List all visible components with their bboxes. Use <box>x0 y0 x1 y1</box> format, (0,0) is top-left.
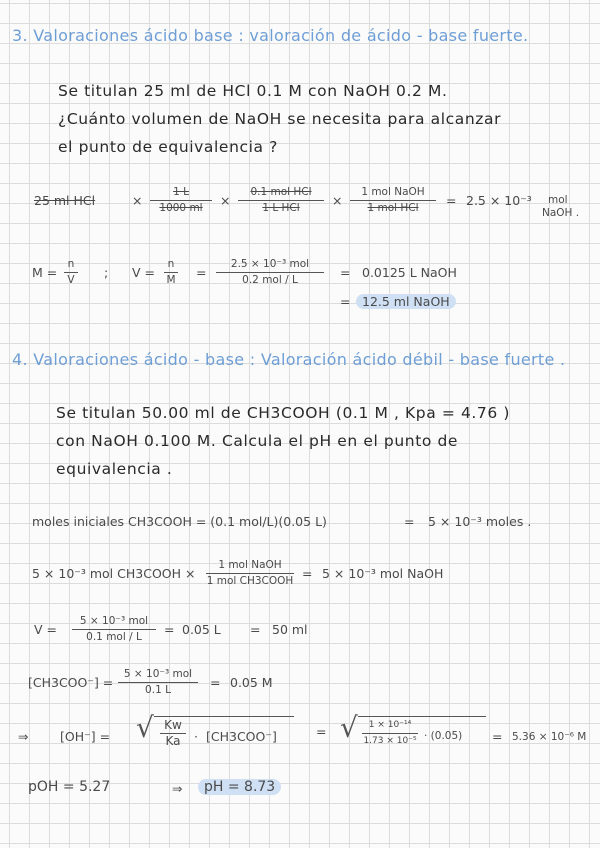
naoh-volume-equals-2: = <box>250 622 261 637</box>
naoh-volume-fraction: 5 × 10⁻³ mol 0.1 mol / L <box>72 615 156 644</box>
naoh-volume-lhs: V = <box>34 622 57 637</box>
hydroxide-lhs: [OH⁻] = <box>60 729 111 744</box>
conv-start: 25 ml HCl <box>34 193 96 208</box>
numeric-tail: · (0.05) <box>424 730 463 742</box>
molarity-lhs: M = <box>32 265 58 280</box>
problem-4-line-2: con NaOH 0.100 M. Calcula el pH en el punto de <box>56 432 459 450</box>
ph-arrow: ⇒ <box>172 781 183 796</box>
initial-moles-expression: moles iniciales CH3COOH = (0.1 mol/L)(0.05 L) <box>32 514 327 529</box>
volume-equals-2: = <box>340 265 351 280</box>
sqrt-bar-2 <box>358 716 486 717</box>
problem-4-line-1: Se titulan 50.00 ml de CH3COOH (0.1 M , Kpa = 4.76 ) <box>56 404 511 422</box>
naoh-moles-result: 5 × 10⁻³ mol NaOH <box>322 566 444 581</box>
problem-4-line-3: equivalencia . <box>56 460 173 478</box>
conv-unit-top: mol <box>548 194 568 206</box>
naoh-volume-result-ml: 50 ml <box>272 622 308 637</box>
section-4-heading: 4. Valoraciones ácido - base : Valoración ácido débil - base fuerte . <box>12 350 566 369</box>
conv-times-1: × <box>132 193 143 208</box>
sqrt-bar-1 <box>154 716 294 717</box>
poh-result: pOH = 5.27 <box>28 779 111 795</box>
kw-over-ka: Kw Ka <box>160 719 186 748</box>
conv-result: 2.5 × 10⁻³ <box>466 193 532 208</box>
naoh-moles-equals: = <box>302 566 313 581</box>
sqrt-sign-2: √ <box>340 711 358 744</box>
numeric-fraction: 1 × 10⁻¹⁴ 1.73 × 10⁻⁵ <box>363 720 417 746</box>
volume-result-ml-highlighted: 12.5 ml NaOH <box>356 294 456 309</box>
section-3-heading: 3. Valoraciones ácido base : valoración de ácido - base fuerte. <box>12 26 529 45</box>
conv-unit-bottom: NaOH . <box>542 207 580 219</box>
problem-3-line-3: el punto de equivalencia ? <box>58 138 278 156</box>
hydroxide-equals-2: = <box>492 729 503 744</box>
conv-equals: = <box>446 193 457 208</box>
volume-equals-3: = <box>340 294 351 309</box>
acetate-result: 0.05 M <box>230 675 273 690</box>
acetate-equals: = <box>210 675 221 690</box>
naoh-volume-result-liters: 0.05 L <box>182 622 221 637</box>
volume-fraction: n M <box>164 258 178 287</box>
volume-equals-1: = <box>196 265 207 280</box>
problem-3-line-2: ¿Cuánto volumen de NaOH se necesita para alcanzar <box>58 110 502 128</box>
sqrt-acetate: [CH3COO⁻] <box>206 729 277 744</box>
conv-fraction-1: 1 L 1000 ml <box>150 186 212 215</box>
acetate-fraction: 5 × 10⁻³ mol 0.1 L <box>118 668 198 697</box>
volume-lhs: V = <box>132 265 155 280</box>
sqrt-sign-1: √ <box>136 711 154 744</box>
sqrt-dot: · <box>194 729 198 744</box>
molarity-separator: ; <box>104 265 109 280</box>
initial-moles-result: 5 × 10⁻³ moles . <box>428 514 532 529</box>
conv-times-3: × <box>332 193 343 208</box>
naoh-moles-fraction: 1 mol NaOH 1 mol CH3COOH <box>206 559 294 587</box>
volume-result-liters: 0.0125 L NaOH <box>362 265 457 280</box>
conv-fraction-2: 0.1 mol HCl 1 L HCl <box>238 186 324 215</box>
naoh-moles-start: 5 × 10⁻³ mol CH3COOH × <box>32 566 196 581</box>
conv-fraction-3: 1 mol NaOH 1 mol HCl <box>350 186 436 215</box>
ph-result-highlighted: pH = 8.73 <box>198 779 281 795</box>
molarity-fraction: n V <box>64 258 78 287</box>
volume-calc-fraction: 2.5 × 10⁻³ mol 0.2 mol / L <box>216 258 324 287</box>
conv-times-2: × <box>220 193 231 208</box>
hydroxide-result: 5.36 × 10⁻⁶ M <box>512 731 587 743</box>
initial-moles-equals: = <box>404 514 415 529</box>
implies-arrow: ⇒ <box>18 729 29 744</box>
acetate-lhs: [CH3COO⁻] = <box>28 675 114 690</box>
naoh-volume-equals-1: = <box>164 622 175 637</box>
hydroxide-equals-1: = <box>316 724 327 739</box>
problem-3-line-1: Se titulan 25 ml de HCl 0.1 M con NaOH 0.2 M. <box>58 82 448 100</box>
